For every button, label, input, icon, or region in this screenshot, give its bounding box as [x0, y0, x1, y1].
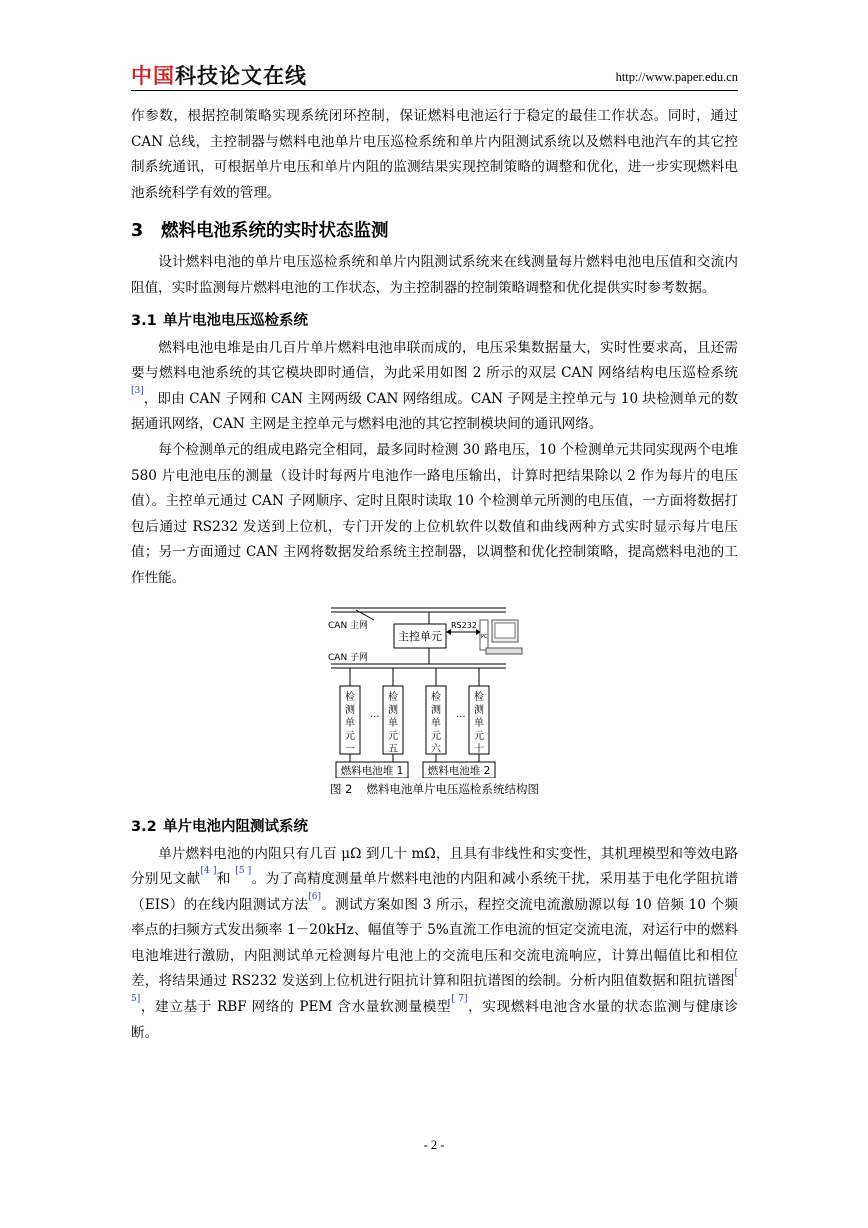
fuel-cell-stack-1-label: 燃料电池堆 1	[340, 764, 404, 777]
subsection-number: 3.2	[131, 818, 157, 835]
svg-text:测: 测	[474, 704, 484, 716]
pc-label: PC	[481, 633, 488, 640]
article-body	[131, 104, 738, 1046]
detection-unit-1	[340, 686, 360, 755]
citation-ref[interactable]: [4 ]	[200, 866, 217, 877]
fuel-cell-stack-2-label: 燃料电池堆 2	[427, 764, 491, 777]
detection-unit-6	[426, 686, 446, 755]
page-header	[131, 60, 738, 90]
figure-number: 图 2	[330, 781, 353, 796]
citation-ref[interactable]: [5 ]	[235, 866, 252, 877]
ellipsis-2: ···	[456, 711, 466, 723]
site-url[interactable]: http://www.paper.edu.cn	[615, 70, 738, 84]
figure-2	[131, 598, 738, 796]
pc-keyboard-icon	[486, 648, 522, 654]
logo-red-text: 中国	[131, 64, 175, 88]
detection-unit-10	[469, 686, 489, 755]
subsection-number: 3.1	[131, 312, 157, 329]
svg-text:检: 检	[388, 691, 398, 703]
logo-black-text: 科技论文在线	[175, 64, 307, 88]
figure-title: 燃料电池单片电压巡检系统结构图	[366, 781, 539, 796]
svg-text:元: 元	[345, 730, 355, 742]
svg-text:检: 检	[474, 691, 484, 703]
page-number: - 2 -	[423, 1138, 445, 1152]
section-title: 燃料电池系统的实时状态监测	[161, 221, 389, 242]
svg-text:单: 单	[431, 717, 441, 729]
section-3-heading	[131, 218, 738, 244]
svg-text:元: 元	[431, 730, 441, 742]
intro-paragraph: 作参数，根据控制策略实现系统闭环控制，保证燃料电池运行于稳定的最佳工作状态。同时，通过 CAN 总线，主控制器与燃料电池单片电压巡检系统和单片内阻测试系统以及燃料电池汽车的其它控制系统通讯，可根据单片电压和单片内阻的监测结果实现控制策略的调整和优化，进一步实现燃料电池系统科学有效的管理。	[131, 108, 738, 201]
section-3-1-paragraph-2: 每个检测单元的组成电路完全相同，最多同时检测 30 路电压，10 个检测单元共同实现两个电堆 580 片电池电压的测量（设计时每两片电池作一路电压输出，计算时把结果除以 2 作为每片的电压值）。主控单元通过 CAN 子网顺序、定时且限时读取 10 个检测单元所测的电压值，一方面将数据打包后通过 RS232 发送到上位机，专门开发的上位机软件以数值和曲线两种方式实时显示每片电压值；另一方面通过 CAN 主网将数据发给系统主控制器，以调整和优化控制策略，提高燃料电池的工作性能。	[131, 441, 738, 586]
section-number: 3	[131, 221, 144, 242]
subsection-title: 单片电池电压巡检系统	[163, 312, 308, 329]
detection-unit-5	[383, 686, 403, 755]
svg-text:单: 单	[345, 717, 355, 729]
svg-text:元: 元	[474, 730, 484, 742]
svg-text:十: 十	[474, 743, 484, 755]
svg-text:一: 一	[345, 743, 355, 755]
ellipsis-1: ···	[370, 711, 380, 723]
svg-text:五: 五	[388, 743, 398, 755]
citation-ref[interactable]: [3]	[131, 385, 144, 396]
svg-text:测: 测	[388, 704, 398, 716]
figure-caption	[131, 781, 738, 797]
svg-text:测: 测	[431, 704, 441, 716]
section-3-1-heading	[131, 308, 738, 334]
can-main-label: CAN 主网	[328, 620, 369, 631]
master-unit-label: 主控单元	[398, 629, 442, 643]
text-run: 单片燃料电池的内阻只有几百 μΩ 到几十 mΩ，且具有非线性和实变性，其机理模型和等效电路分别见文献	[131, 845, 738, 888]
unit-1-label: 检	[345, 691, 355, 703]
section-3-2-paragraph	[131, 842, 738, 1047]
text-run: 燃料电池电堆是由几百片单片燃料电池串联而成的，电压采集数据量大，实时性要求高，且还需要与燃料电池系统的其它模块即时通信，为此采用如图 2 所示的双层 CAN 网络结构电压巡检系统	[131, 339, 738, 382]
svg-text:六: 六	[431, 743, 441, 755]
section-3-1-paragraph-1	[131, 336, 738, 438]
rs232-label: RS232	[451, 620, 477, 630]
text-run: ，即由 CAN 子网和 CAN 主网两级 CAN 网络组成。CAN 子网是主控单元与 10 块检测单元的数据通讯网络，CAN 主网是主控单元与燃料电池的其它控制模块间的通讯网络。	[131, 390, 738, 433]
svg-text:单: 单	[474, 717, 484, 729]
pc-screen-icon	[495, 623, 515, 638]
text-run: ，实现燃料电池含水量的状态监测与健康诊断。	[131, 999, 739, 1041]
site-logo	[131, 60, 307, 90]
svg-text:元: 元	[388, 730, 398, 742]
text-run: ，建立基于 RBF 网络的 PEM 含水量软测量模型	[140, 999, 452, 1016]
text-run: 和	[216, 871, 236, 888]
citation-ref[interactable]: [ 7]	[451, 994, 468, 1005]
subsection-title: 单片电池内阻测试系统	[163, 818, 308, 835]
svg-text:测: 测	[345, 704, 355, 716]
can-sub-label: CAN 子网	[328, 652, 369, 663]
voltage-inspection-diagram	[326, 598, 546, 778]
citation-ref[interactable]: [6]	[308, 891, 321, 902]
svg-text:检: 检	[431, 691, 441, 703]
header-divider	[131, 90, 738, 91]
section-3-2-heading	[131, 814, 738, 840]
citation-ref[interactable]: [ 5]	[131, 968, 738, 1005]
section-3-paragraph: 设计燃料电池的单片电压巡检系统和单片内阻测试系统来在线测量每片燃料电池电压值和交流内阻值，实时监测每片燃料电池的工作状态，为主控制器的控制策略调整和优化提供实时参考数据。	[131, 254, 738, 296]
text-run: 。测试方案如图 3 所示，程控交流电流激励源以每 10 倍频 10 个频率点的扫频方式发出频率 1－20kHz、幅值等于 5%直流工作电流的恒定交流电流，对运行中的燃料电池堆进行激励，内阻测试单元检测每片电池上的交流电压和交流电流响应，计算出幅值比和相位差，将结果通过 RS232 发送到上位机进行阻抗计算和阻抗谱图的绘制。分析内阻值数据和阻抗谱图	[131, 896, 738, 990]
svg-text:单: 单	[388, 717, 398, 729]
text-run: 。为了高精度测量单片燃料电池的内阻和减小系统干扰，采用基于电化学阻抗谱（EIS）的在线内阻测试方法	[131, 871, 739, 913]
